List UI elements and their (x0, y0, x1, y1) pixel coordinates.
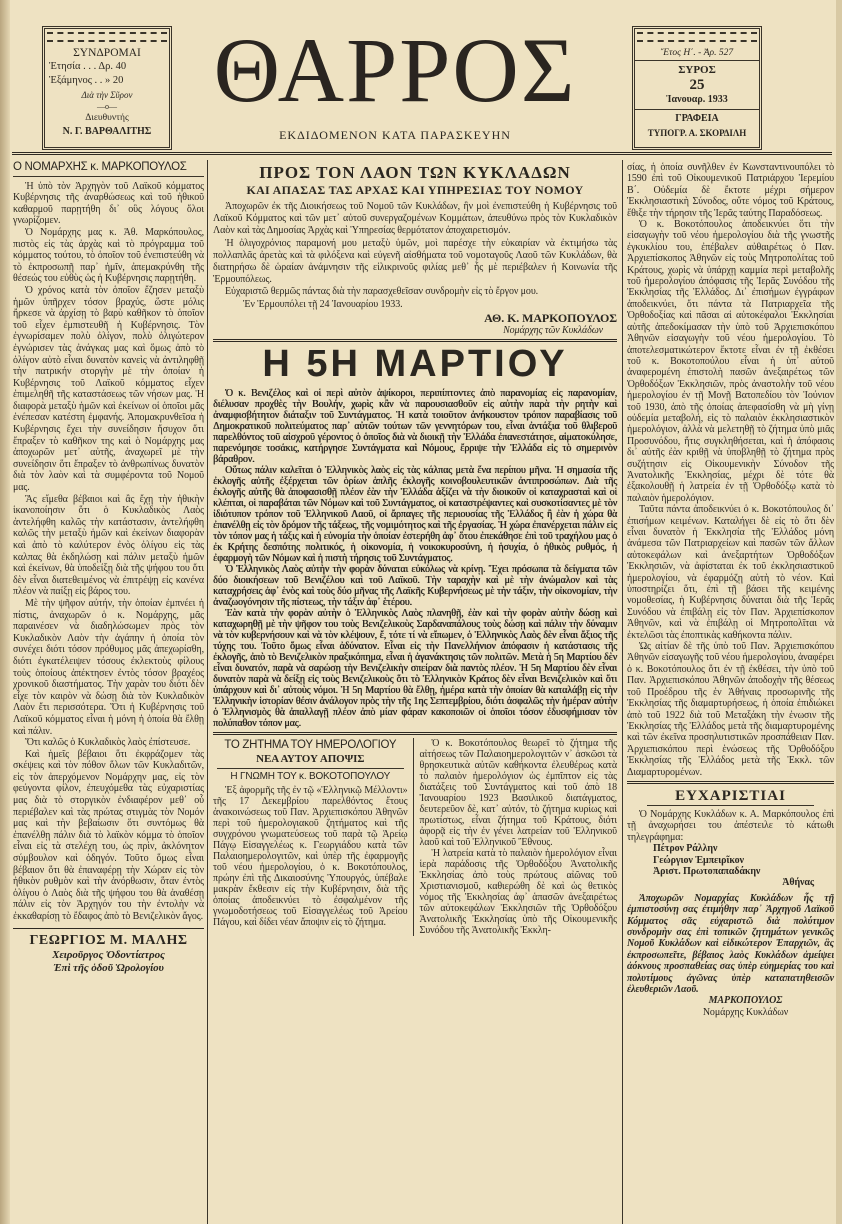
paragraph: Ὡς αἰτίαν δὲ τῆς ὑπὸ τοῦ Παν. Ἀρχιεπισκόπου Ἀθηνῶν εἰσαγωγῆς τοῦ νέου ἡμερολογίου, ἀναφέρει ὁ κ. Βοκοτόπουλος ὅτι ἐν τῇ ἐκθέσει, τὴν ὑπὸ τοῦ Παν. Ἀρχιεπισκόπου Ἀθηνῶν ἀποδοχὴν τῆς θέσεως τοῦ Προέδρου τῆς ἐν Ἀθήναις προσωρινῆς τῆς Ἐκκλησίας τῆς διαμαρτυρήσεως, ἡ ὁποία ἐπιδιώκει ἀπὸ τοῦ 1922 διὰ τοῦ Μεταξάκη τὴν ἐνωσιν τῆς Ἐκκλησίας τῆς Ἑλλάδος μετὰ τῆς διαμαρτυρομένης καὶ τῶν ἐκεῖνα προσηλυτιστικῶν προσπάθειαν Παν. Ἀρχιεπισκόπου περὶ ἑνώσεως τῆς Ὀρθοδόξου Ἐκκλησίας τῆς Ἑλλάδος μετὰ τῆς Ἐκκλ. τῶν Διαμαρτυρομένων. (627, 641, 834, 778)
thanks-signature: ΜΑΡΚΟΠΟΥΛΟΣ (708, 995, 783, 1007)
left-article (13, 162, 204, 923)
place-date: Ἐν Ἑρμουπόλει τῇ 24 Ἰανουαρίου 1933. (243, 298, 403, 310)
recipient-city: Ἀθήνας (782, 877, 814, 889)
masthead-rule (12, 152, 832, 155)
thanks-signature-title: Νομάρχης Κυκλάδων (702, 1006, 789, 1018)
march-article (213, 344, 617, 729)
right-column (627, 162, 834, 1018)
paragraph: Οὕτως πάλιν καλεῖται ὁ Ἑλληνικὸς λαὸς εἰς τὰς κάλπας μετὰ ἕνα περίπου μῆνα. Ἡ σημασία τῆς ἐκλογῆς αὐτῆς ἐξέρχεται τῶν ὁρίων ἁπλῆς ἐκλογῆς κοινοβουλευτικῶν ἀντιπροσώπων. Διὰ τῆς ἐκλογῆς αὐτῆς θὰ ἀποφασισθῇ πλέον ἐὰν τὴν Ἑλλάδα ἀξίζει νὰ τὴν διοικοῦν οἱ καταχρασταὶ καὶ οἱ κλέπται, οἱ παραβάται τῶν Νόμων καὶ τοῦ Συντάγματος, οἱ καταστρέψαντες καὶ συσκοτίσαντες μὲ τὸν ἰδιότυπον τρόπον τοῦ Ἑλληνικοῦ Λαοῦ, οἱ ἄρπαγες τῆς περιουσίας τῆς Ἑλλάδος ἢ ἐὰν ἡ χώρα θὰ ἐπανέλθῃ εἰς τὸν δρόμον τῆς τάξεως, τῆς νομιμότητος καὶ τῆς ἐργασίας. Ἡ χώρα ἐπανέρχεται πάλιν εἰς τὸν τόπον μας ἡ τάξις καὶ ἡ εὐνομία τὴν ὁποίαν ἐστερήθη ἀφ᾽ ὅτου ἐπεκάθησε ἐπὶ τοῦ τραχήλου μας ὁ ἐκ Κρήτης δεσπότης πολιτικός, ἡ οἰκονομία, ἡ νοικοκυροσύνη, ἡ ἡσυχία, ὁ ἠθικὸς ρυθμός, ἡ ἐφαρμογὴ τῶν Νόμων καὶ ἡ πιστὴ τήρησις τοῦ Συντάγματος. (213, 465, 617, 565)
section-rule (213, 339, 617, 342)
recipient: Ἀριστ. Πρωτοπαπαδάκην (653, 865, 761, 877)
calendar-headline: ΤΟ ΖΗΤΗΜΑ ΤΟΥ ΗΜΕΡΟΛΟΓΙΟΥ (224, 739, 397, 752)
paragraph: Ἐξ ἀφορμῆς τῆς ἐν τῷ «Ἑλληνικῷ Μέλλοντι» τῆς 17 Δεκεμβρίου παρελθόντος ἔτους ἀνακοινώσεως τοῦ Παν. Ἀρχιεπισκόπου Ἀθηνῶν περὶ τοῦ ἡμερολογιακοῦ ζητήματος καὶ τῆς συγχρόνου γνωματεύσεως τοῦ παρὰ τῷ Ἀρείῳ Πάγῳ Εἰσαγγελέως κ. Γεωργιάδου κατὰ τῶν Παλαιοημερολογιτῶν, καὶ ὑπὲρ τῆς ἐφαρμογῆς τοῦ νέου ἡμερολογίου, ὁ κ. Βοκοτόπουλος, πρώην ἐπὶ τῆς Δικαιοσύνης Ὑπουργός, ὑπέβαλε μακρὰν ἔκθεσιν εἰς τὴν Κυβέρνησιν, διὰ τῆς ὁποίας ἀποδεικνύει τὸ ἐσφαλμένον τῆς γνωμοδοτήσεως τοῦ Εἰσαγγελέως τοῦ Ἀρείου Πάγου, καὶ δίδει νέαν ἄποψιν εἰς τὸ ζήτημα. (213, 785, 408, 929)
column-rule (207, 160, 208, 1224)
page-binding-edge (0, 0, 10, 1224)
director-label: Διευθυντής (85, 113, 129, 123)
section-rule (213, 732, 617, 735)
paragraph: Ὁ κ. Βοκοτόπουλος ἀποδεικνύει ὅτι τὴν εἰσαγωγὴν τοῦ νέου ἡμερολογίου διὰ τῆς γνωστῆς ἐγκυκλίου του, ἐπέβαλεν αὐθαιρέτως ὁ Παν. Ἀρχιεπίσκοπος Ἀθηνῶν εἰς τοὺς Μητροπολίτας τοῦ Κράτους, χωρὶς νὰ ὑπάρχῃ καμμία περὶ μεταβολῆς τοῦ ἡμερολογίου ἀπόφασις τῆς Ἱερᾶς Συνόδου τῆς Ἐκκλησίας τῆς Ἑλλάδος. Δι᾽ ἐπισήμων ἐγγράφων ἀποδεικνύει, ὅτι πάντα τὰ Πατριαρχεῖα τῆς Ὀρθοδοξίας καὶ πᾶσαι αἱ αὐτοκέφαλοι Ἐκκλησίαι αὐτῆς ἀπεδοκίμασαν τὴν ὑπὸ τοῦ Ἀρχιεπισκόπου Ἀθηνῶν εἰσαγωγὴν τοῦ νέου ἡμερολογίου. Τὸ ἀποτελεσματικώτερον ἔκτοτε εἶναι ἐν τῇ ἐκθέσει τοῦ κ. Βοκοτοπούλου εἶναι ἡ ὑπ᾽ αὐτοῦ ἀναφερομένη ἐπιστολὴ πασῶν ἀνεξαιρέτως τῶν Ὀρθοδόξων Ἐκκλησιῶν, πρὸς ἀναστολὴν τοῦ νέου ἡμερολογίου ἐν τῇ Μονῇ Βατοπεδίου τὸν Ἰούνιον τοῦ 1930, ἀπὸ τῆς ὁποίας ἀπεφασίσθη νὰ μὴ γίνῃ οὐδεμία μεταβολή, εἰς τὸ παλαιὸν ἐκκλησιαστικὸν ἡμερολόγιον, ἀλλὰ νὰ μελετηθῇ τὸ ζήτημα ὑπὸ μιᾶς Προσυνόδου, ἥτις συγκληθήσεται, καὶ ἡ ἀπόφασις δι᾽ αὐτῆς ἐὰν κριθῇ νὰ ὑποβληθῇ τὸ ζήτημα πρὸς συζήτησιν εἰς Οἰκουμενικὴν Σύνοδον τῆς Ἀνατολικῆς Ἐκκλησίας, μέχρι δὲ τότε θὰ ἐξακολουθῇ ἡ λατρεία ἐν τῇ Ὀρθοδόξῳ κατὰ τὸ παλαιὸν ἡμερολόγιον. (627, 219, 834, 504)
proclamation (213, 163, 617, 337)
left-article-headline: Ο ΝΟΜΑΡΧΗΣ κ. ΜΑΡΚΟΠΟΥΛΟΣ (13, 162, 204, 177)
subscription-semiannual: Ἑξάμηνος . . » 20 (49, 75, 124, 86)
paragraph: Ὁ Νομάρχης μας κ. Ἀθ. Μαρκόπουλος, πιστὸς εἰς τὰς ἀρχὰς καὶ τὸ πρόγραμμα τοῦ κόμματος τούτου, τὸ ὁποῖον τοῦ ἐνεπιστεύθη νὰ τὸ ἐκπροσωπῇ παρ᾽ ἡμῖν, ἀπεμακρύνθη τῆς θέσεώς του εὐθὺς ὡς ἡ Κυβέρνησις παρῃτήθη. (13, 226, 204, 285)
middle-column (213, 163, 617, 936)
paragraph: Καὶ ἡμεῖς βέβαιοι ὅτι ἐκφράζομεν τὰς σκέψεις καὶ τὸν πόθον ὅλων τῶν Κυκλαδιτῶν, εἰς τὸν ἀπερχόμενον Νομάρχην μας, εἰς τὸν φεύγοντα φίλον, ἐπευχόμεθα τὰς εὐχαριστίας μας διὰ τὸ στοργικὸν ἐνδιαφέρον μεθ᾽ οὗ περιέβαλεν καὶ τὰς πρώτας στιγμὰς τὸν Νομόν μας καὶ τὴν βεβαίωσιν ὅτι συντόμως θὰ ἐπανέλθῃ πάλιν διὰ τὸ λαϊκὸν κόμμα τὸ ὁποῖον εἶναι εἰς τὰ στελέχη του, ὡς πρὶν, ἀκλόνητον σύμβουλον καὶ ὁδηγόν. Τοῦτο ὅμως εἶναι βέβαιον ὅτι θὰ ἐπαναφέρῃ τὴν Χώραν εἰς τὸν ἠθικὸν ρυθμὸν καὶ τὴν ἀνόρθωσιν, ὅταν ἐντὸς ὀλίγου ὁ Λαὸς διὰ τῆς ψήφου του θὰ ἀναθέσῃ πάλιν εἰς τὸν Ἀρχηγόν του τὴν ἐντολὴν νὰ ἐκκαθαρίσῃ τὸ ἔδαφος ἀπὸ τὸ Βενιζελικὸν ἄγος. (13, 748, 204, 922)
director-name: Ν. Γ. ΒΑΡΘΑΛΙΤΗΣ (62, 126, 152, 137)
issue-year-number: Ἔτος Η΄. - Ἀρ. 527 (635, 46, 759, 61)
telegram-message: Ἀποχωρῶν Νομαρχίας Κυκλάδων ἧς τῇ ἐμπιστοσύνῃ σας ἐτιμήθην παρ᾽ Ἀρχηγοῦ Λαϊκοῦ Κόμματος σᾶς εὐχαριστῶ διὰ πολύτιμον συνδρομὴν σας ἐπὶ τοπικῶν ζητημάτων γενικῶς Νομοῦ Κυκλάδων καὶ εἰδικώτερον Ἐπαρχιῶν, ἃς ἐκπροσωπεῖτε, βέβαιος λαὸς Κυκλάδων ἀμείψει ἀόκνους προσπαθείας σας ὑπὲρ εὐημερίας του καὶ πολυτίμους ἀγῶνας ὑπὲρ καταπατηθεισῶν ἐλευθεριῶν Λαοῦ. (627, 892, 834, 996)
issue-city: ΣΥΡΟΣ (678, 64, 716, 76)
recipient: Πέτρον Ράλλην (653, 843, 718, 855)
subscription-note: Διὰ τὴν Σῦρον (81, 90, 133, 100)
calendar-article-continued (413, 738, 617, 936)
dentist-advert (13, 933, 204, 975)
page-right-edge (836, 0, 842, 1224)
paragraph: Ὅτι καλῶς ὁ Κυκλαδικὸς λαὸς ἐπίστευσε. (25, 737, 191, 749)
paragraph: Ἡ λατρεία κατὰ τὸ παλαιὸν ἡμερολόγιον εἶναι ἱερὰ παράδοσις τῆς Ὀρθοδόξου Ἀνατολικῆς Ἐκκλησίας ἀπὸ τοὺς πρώτους αἰῶνας τοῦ Χριστιανισμοῦ, καθιερώθη δὲ καὶ ὡς θετικὸς νόμος τῆς Ἐκκλησίας ἀφ᾽ ἁπασῶν ἀνεξαιρέτως τῶν αὐτοκεφάλων Ἐκκλησιῶν τῆς Ὀρθοδόξου Ἀνατολικῆς Ἐκκλησίας ὑπὸ τῆς Οἰκουμενικῆς Συνόδου τῆς Ἀνατολικῆς Ἐκκλη- (419, 848, 617, 937)
paragraph: Μὲ τὴν ψῆφον αὐτήν, τὴν ὁποίαν ἐμπνέει ἡ πίστις, ἀναχωρῶν ὁ κ. Νομάρχης, μᾶς παραινέσεν νὰ διαδηλώσωμεν πρὸς τὸν Κυκλαδικὸν Λαὸν τὴν ἀγάπην ἡ ὁποία τὸν συνέχει διότι τόσον πρόθυμος μᾶς ἀπεχωρίσθη, διότι ἐγκατέλειψεν τόσους ἐκλεκτοὺς φίλους τοὺς ὁποίους ἀπέκτησεν ἐντὸς τόσον βραχέος χρονικοῦ διαστήματος. Τὴν χαρὰν του διότι δὲν εἶχε τὸν καιρὸν νὰ δώσῃ διὰ τὸν Κυκλαδικὸν Λαὸν ἔτι περισσότερα. Ὅτι ἡ Κυβέρνησις τοῦ Λαϊκοῦ κόμματος εἶναι ἡ μόνη ἡ ὁποία θὰ ἔλθῃ καὶ πάλιν. (13, 597, 204, 737)
column-rule (622, 160, 623, 1224)
thanks-headline: ΕΥΧΑΡΙΣΤΙΑΙ (647, 787, 814, 806)
paragraph: Ἡ ὑπὸ τὸν Ἀρχηγὸν τοῦ Λαϊκοῦ κόμματος Κυβέρνησις τῆς ἀναρθώσεως καὶ τοῦ ἠθικοῦ καθαρμοῦ παρῃτήθη δι᾽ οὓς λόγους ὅλοι γνωρίζομεν. (13, 180, 204, 227)
issue-day: 25 (689, 77, 705, 93)
march-article-headline: Η 5Η ΜΑΡΤΙΟΥ (262, 343, 568, 386)
paragraph: σίας, ἡ ὁποία συνῆλθεν ἐν Κωνσταντινουπόλει τὸ 1590 ἐπὶ τοῦ Οἰκουμενικοῦ Πατριάρχου Ἱερεμίου Β΄. Οὐδεμία δὲ ἔκτοτε μέχρι σήμερον Ἐκκλησιαστικὴ Σύνοδος, οὔτε νόμος τοῦ Κράτους, ἔθιξε τὴν τήρησιν τῆς Ἱερᾶς ταύτης Παραδόσεως. (627, 162, 834, 219)
paragraph: Ταῦτα πάντα ἀποδεικνύει ὁ κ. Βοκοτόπουλος δι᾽ ἐπισήμων κειμένων. Καταλήγει δὲ εἰς τὸ ὅτι δὲν εἶναι δυνατὸν ἡ Ἐκκλησία τῆς Ἑλλάδος μόνη ἀνάμεσα τῶν Πατριαρχείων καὶ πασῶν τῶν ἄλλων αὐτοκεφάλων καὶ ἀνεξαρτήτων Ὀρθοδόξων Ἐκκλησιῶν, νὰ ἀφίσταται ἐκ τοῦ ἐκκλησιαστικοῦ ἡμερολογίου, νὰ ἐφαρμόζῃ αὐτὴ τὸ νέον. Καὶ ὑποστηρίζει ὅτι, ἐπὶ τῇ βάσει τῆς κειμένης νομοθεσίας, ἡ Κυβέρνησις δύναται διὰ τῆς Ἱερᾶς Συνόδου νὰ ἐπιβάλῃ εἰς τὸν Παν. Ἀρχιεπίσκοπον Ἀθηνῶν, καὶ νὰ ἐπιβάλῃ οἱ Μητροπολῖται νὰ ἐκτελῶσι τὰς ἐποπτικὰς καθήκοντα πάλιν. (627, 504, 834, 641)
issue-box (632, 26, 762, 150)
telegram-recipients (627, 843, 834, 889)
calendar-subheadline: ΝΕΑ ΑΥΤΟΥ ΑΠΟΨΙΣ (256, 753, 365, 766)
newspaper-subtitle: ΕΚΔΙΔΟΜΕΝΟΝ ΚΑΤΑ ΠΑΡΑΣΚΕΥΗΝ (279, 128, 511, 142)
paragraph: Ὁ κ. Βενιζέλος καὶ οἱ περὶ αὐτὸν ἀψίκοροι, περιπίπτοντες ἀπὸ παρανομίας εἰς παρανομίαν, διέλυσαν προχθὲς τὴν Βουλήν, χωρὶς κἂν νὰ παρουσιασθοῦν εἰς αὐτὴν παρὰ τὴν ρητὴν καὶ ἀναμφισβήτητον διάταξιν τοῦ Συντάγματος. Ἡ κατὰ τοιοῦτον ἀνήκουστον τρόπον παραβίασις τοῦ Δημοκρατικοῦ πολιτεύματος παρ᾽ αὐτῶν τούτων τῶν γεννητόρων του, εἶναι ἀντάξια τοῦ θλιβεροῦ παρελθόντος τοῦ αἰσχροῦ γέροντος ὁ ὁποῖος διὰ νὰ διοικῇ τὴν Ἑλλάδα ἐπανεστάτησε, αἱματοκύλησε, παρενόμησε τοσάκις, κατήργησε Συντάγματα καὶ Νόμους, ἔρριψε τὴν Ἑλλάδα εἰς τὸ σημερινὸν βάραθρον. (213, 388, 617, 466)
calendar-byline: Η ΓΝΩΜΗ ΤΟΥ κ. ΒΟΚΟΤΟΠΟΥΛΟΥ (217, 768, 404, 783)
ornament (47, 32, 167, 42)
ornament (637, 32, 757, 42)
advert-address: Ἐπὶ τῆς ὁδοῦ Ὡρολογίου (53, 961, 164, 974)
ad-rule (13, 928, 204, 929)
proclamation-subheadline: ΚΑΙ ΑΠΑΣΑΣ ΤΑΣ ΑΡΧΑΣ ΚΑΙ ΥΠΗΡΕΣΙΑΣ ΤΟΥ ΝΟΜΟΥ (246, 183, 584, 197)
issue-month-year: Ἰανουαρ. 1933 (635, 93, 759, 110)
advert-name: ΓΕΩΡΓΙΟΣ Μ. ΜΑΛΗΣ (29, 932, 188, 948)
paragraph: Ἐὰν κατὰ τὴν φορὰν αὐτὴν ὁ Ἑλληνικὸς Λαὸς πλανηθῇ, ἐὰν καὶ τὴν φορὰν αὐτὴν δώσῃ καὶ καταχωρηθῇ μὲ τὴν ψῆφον του τοὺς Βενιζελικοὺς Σαρδαναπάλους τοὺς δώσῃ καὶ πάλιν τὴν δύναμιν νὰ τὸν κυβερνήσουν καὶ νὰ τὸν κλέψουν, ἔ, τότε τί νὰ εἴπωμεν, ὁ Ἑλληνικὸς Λαὸς δὲν εἶναι ἄξιος τῆς τύχης του. Τοῦτο ὅμως εἶναι ἀδύνατον. Εἶναι εἰς τὴν Πανελλήνιον ἀπόφασιν ἡ κατάστασις τῆς ἐκλογῆς, ἀπὸ τὸ Βενιζελικὸν πραξικόπημα, εἶναι ἡ ἀγανάκτησις τῶν πολιτῶν. Μετὰ ἡ 5η Μαρτίου δὲν εἶναι δυνατόν, παρὰ νὰ σαρώσῃ τὴν Βενιζελικὴν σπείραν διὰ παντὸς πλέον. Ἡ 5η Μαρτίου δὲν εἶναι δυνατὸν παρὰ νὰ δείξῃ εἰς τοὺς Βενιζελικοὺς ὅτι τὸ Ἑλληνικὸν Κράτος δὲν εἶναι Βενιζελικὸν καὶ ὅτι ὑπάρχουν καὶ δι᾽ αὐτοὺς νόμοι. Ἡ 5η Μαρτίου θὰ ἔλθῃ, ἡμέρα κατὰ τὴν ὁποίαν θὰ καταλάβῃ εἰς τὴν Ἑλληνικὴν ἱστορίαν θέσιν ἀνάλογον πρὸς τὴν τῆς 1ης Σεπτεμβρίου, διότι ἀσφαλῶς τὴν ἡμέραν αὐτὴν ὁ Ἑλληνισμὸς θὰ ἀπαλλαγῇ πλέον ἀπὸ μίαν φάραν κακοποιῶν οἱ ὁποῖοι τόσον ἐδυσφήμισαν τὸν πολύπαθον τόπον μας. (213, 608, 617, 730)
offices-label: ΓΡΑΦΕΙΑ (675, 113, 719, 124)
paragraph: Ὁ Ἑλληνικὸς Λαὸς αὐτὴν τὴν φορὰν δύναται εὐκόλως νὰ κρίνῃ. Ἔχει πρόσωπα τὰ δείγματα τῶν δύο διοικήσεων τοῦ Βενιζέλου καὶ τοῦ Λαϊκοῦ. Τὴν ταραχὴν καὶ μὲ τὴν ἀνώμαλον καὶ τὰς καταχρήσεις ἀφ᾽ ἑνὸς καὶ τοὺς δύο μῆνας τῆς Λαϊκῆς Κυβερνήσεως μὲ τὴν τάξιν, τὴν οἰκονομίαν, τὴν ἀναζωογόνησιν τῆς πίστεως, τὴν τάξιν ἀφ᾽ ἑτέρου. (213, 564, 617, 609)
signature: ΑΘ. Κ. ΜΑΡΚΟΠΟΥΛΟΣ (484, 310, 617, 325)
thanks-intro: Ὁ Νομάρχης Κυκλάδων κ. Α. Μαρκόπουλος ἐπὶ τῇ ἀναχωρήσει του ἀπέστειλε τὸ κάτωθι τηλεγράφημα: (627, 808, 834, 843)
masthead-title-block (200, 19, 590, 143)
paragraph: Ἡ ὀλιγοχρόνιος παραμονή μου μεταξὺ ὑμῶν, μοὶ παρέσχε τὴν εὐκαιρίαν νὰ ἐκτιμήσω τὰς πολλαπλᾶς ἀρετὰς καὶ τὰ φιλόξενα καὶ εὐγενῆ αἰσθήματα τοῦ νομοταγοῦς Λαοῦ τῶν Κυκλάδων, θὰ διατηρήσω δὲ ὡραίαν ἀνάμνησιν τῆς εἰλικρινοῦς φιλίας μεθ᾽ ἧς μὲ περιέβαλεν ἡ Κοινωνία τῆς Ἑρμουπόλεως. (213, 237, 617, 286)
thanks-section (627, 787, 834, 1018)
section-rule (627, 781, 834, 784)
paragraph: Ὁ χρόνος κατὰ τὸν ὁποῖον ἔζησεν μεταξὺ ἡμῶν ὑπῆρχεν τόσον βραχύς, ὥστε μόλις ἤρκεσε νὰ ἀρχίσῃ τὸ βαρὺ καθῆκον τὸ ὁποῖον τοῦ εἶχεν ἐμπιστευθῆ ἡ Κυβέρνησις. Τὸν ἐγνωρίσαμεν πολὺ ὀλίγον, πολὺ ὀλιγώτερον ἐγνώρισεν τὰς ἀνάγκας μας καὶ ὅμως ἀπὸ τὸ ὀλίγον αὐτὸ εἶναι δυνατὸν κανεὶς νὰ ἀντιληφθῇ τὴν πατρικήν στοργὴν μὲ τὴν ὁποίαν ἡ Κυβέρνησις τοῦ Λαϊκοῦ κόμματος εἶχεν ἐπιμεληθῆ τῆς καταστάσεως τῶν νήσων μας. Ἡ διαφορὰ μεταξὺ ἡμῶν καὶ ἐκείνων οἱ ὁποῖοι μᾶς ἐνέπεσαν κατέστη ἐμφανής. Ἀπομακρυνθεῖσα ἡ Κυβέρνησις ἔχει τὴν συνείδησιν ἥσυχον ὅτι ἔπραξεν τὸ καθῆκον της καὶ ὁ Νομάρχης μας ἀποχωρῶν μετ᾽ αὐτῆς, ἀναχωρεῖ μὲ τὴν συνείδησιν ὅτι ἔπραξεν τὸ ἀνθρωπίνως δυνατὸν διὰ τὸν λαὸν καὶ τὰ συμφέροντα τοῦ Νομοῦ μας. (13, 284, 204, 494)
offices-name: ΤΥΠΟΓΡ. Α. ΣΚΟΡΔΙΛΗ (647, 128, 747, 138)
calendar-article (213, 738, 408, 936)
subscription-annual: Ἐτησία . . . Δρ. 40 (49, 61, 127, 72)
subscriptions-heading: ΣΥΝΔΡΟΜΑΙ (73, 47, 141, 59)
calendar-section (213, 738, 617, 936)
calendar-continued-right (627, 162, 834, 778)
recipient: Γεώργιον Ἐμπειρῖκον (653, 854, 744, 866)
paragraph: Εὐχαριστῶ θερμῶς πάντας διὰ τὴν παρασχεθεῖσαν συνδρομὴν εἰς τὸ ἔργον μου. (225, 286, 539, 298)
proclamation-headline: ΠΡΟΣ ΤΟΝ ΛΑΟΝ ΤΩΝ ΚΥΚΛΑΔΩΝ (259, 163, 571, 182)
divider: —o— (97, 102, 117, 111)
paragraph: Ἀποχωρῶν ἐκ τῆς Διοικήσεως τοῦ Νομοῦ τῶν Κυκλάδων, ἣν μοὶ ἐνεπιστεύθη ἡ Κυβέρνησις τοῦ Λαϊκοῦ Κόμματος καὶ τῶν μετ᾽ αὐτοῦ συνεργαζομένων Κομμάτων, ἀπευθύνω πρὸς τὸν Κυκλαδικὸν Λαὸν καὶ τὰς Δημοσίας Ἀρχὰς καὶ Ὑπηρεσίας θερμότατον ἀποχαιρετισμόν. (213, 201, 617, 237)
paragraph: Ἂς εἴμεθα βέβαιοι καὶ ἂς ἔχῃ τὴν ἠθικὴν ἱκανοποίησιν ὅτι ὁ Κυκλαδικὸς Λαὸς ἀντελήφθη καλῶς τὴν κατάστασιν, ἀντελήφθη καλῶς τὴν μεταξὺ ἡμῶν καὶ ἐκείνων διαφορὰν καὶ ἀπὸ τὸ καλύτερον ἐνὸς ὀλίγου εἰς τὰς καλπας θὰ ἐκδηλώσῃ καὶ πάλιν μεταξὺ ἡμῶν καὶ ἐκείνων, θὰ ὑποδείξῃ διὰ τῆς ψήφου του ὅτι δὲν εἶναι διατεθειμένος νὰ ἐπιτρέψῃ εἰς κανένα πλέον νὰ παίξῃ εἰς βάρος του. (13, 493, 204, 598)
subscriptions-box (42, 26, 172, 150)
paragraph: Ὁ κ. Βοκοτόπουλος θεωρεῖ τὸ ζήτημα τῆς αἰτήσεως τῶν Παλαιοημερολογιτῶν ν᾽ ἀσκῶσι τὰ θρησκευτικὰ αὐτῶν καθήκοντα ἐλευθέρως κατὰ τὸ παλαιὸν ἡμερολόγιον ὡς ἐμπῖπτον εἰς τὰς διατάξεις τοῦ Συντάγματος καὶ τοῦ ἀπὸ 18 Ἰανουαρίου 1923 Βασιλικοῦ διατάγματος, δευτερεῦον δὲ, κατ᾽ αὐτόν, τὸ ζήτημα κυρίως καὶ πρωτίστως, εἶναι ζήτημα τοῦ Κράτους, διότι ἀφορᾷ εἰς τὴν ἐν γένει λατρείαν τοῦ Ἑλληνικοῦ λαοῦ καὶ τοῦ Ἑλληνικοῦ Ἔθνους. (419, 738, 617, 849)
left-column (13, 162, 204, 975)
signature-title: Νομάρχης τῶν Κυκλάδων (503, 324, 603, 336)
newspaper-title: ΘΑΡΡΟΣ (213, 19, 577, 121)
advert-profession: Χειροῦργος Ὀδοντίατρος (52, 948, 165, 961)
